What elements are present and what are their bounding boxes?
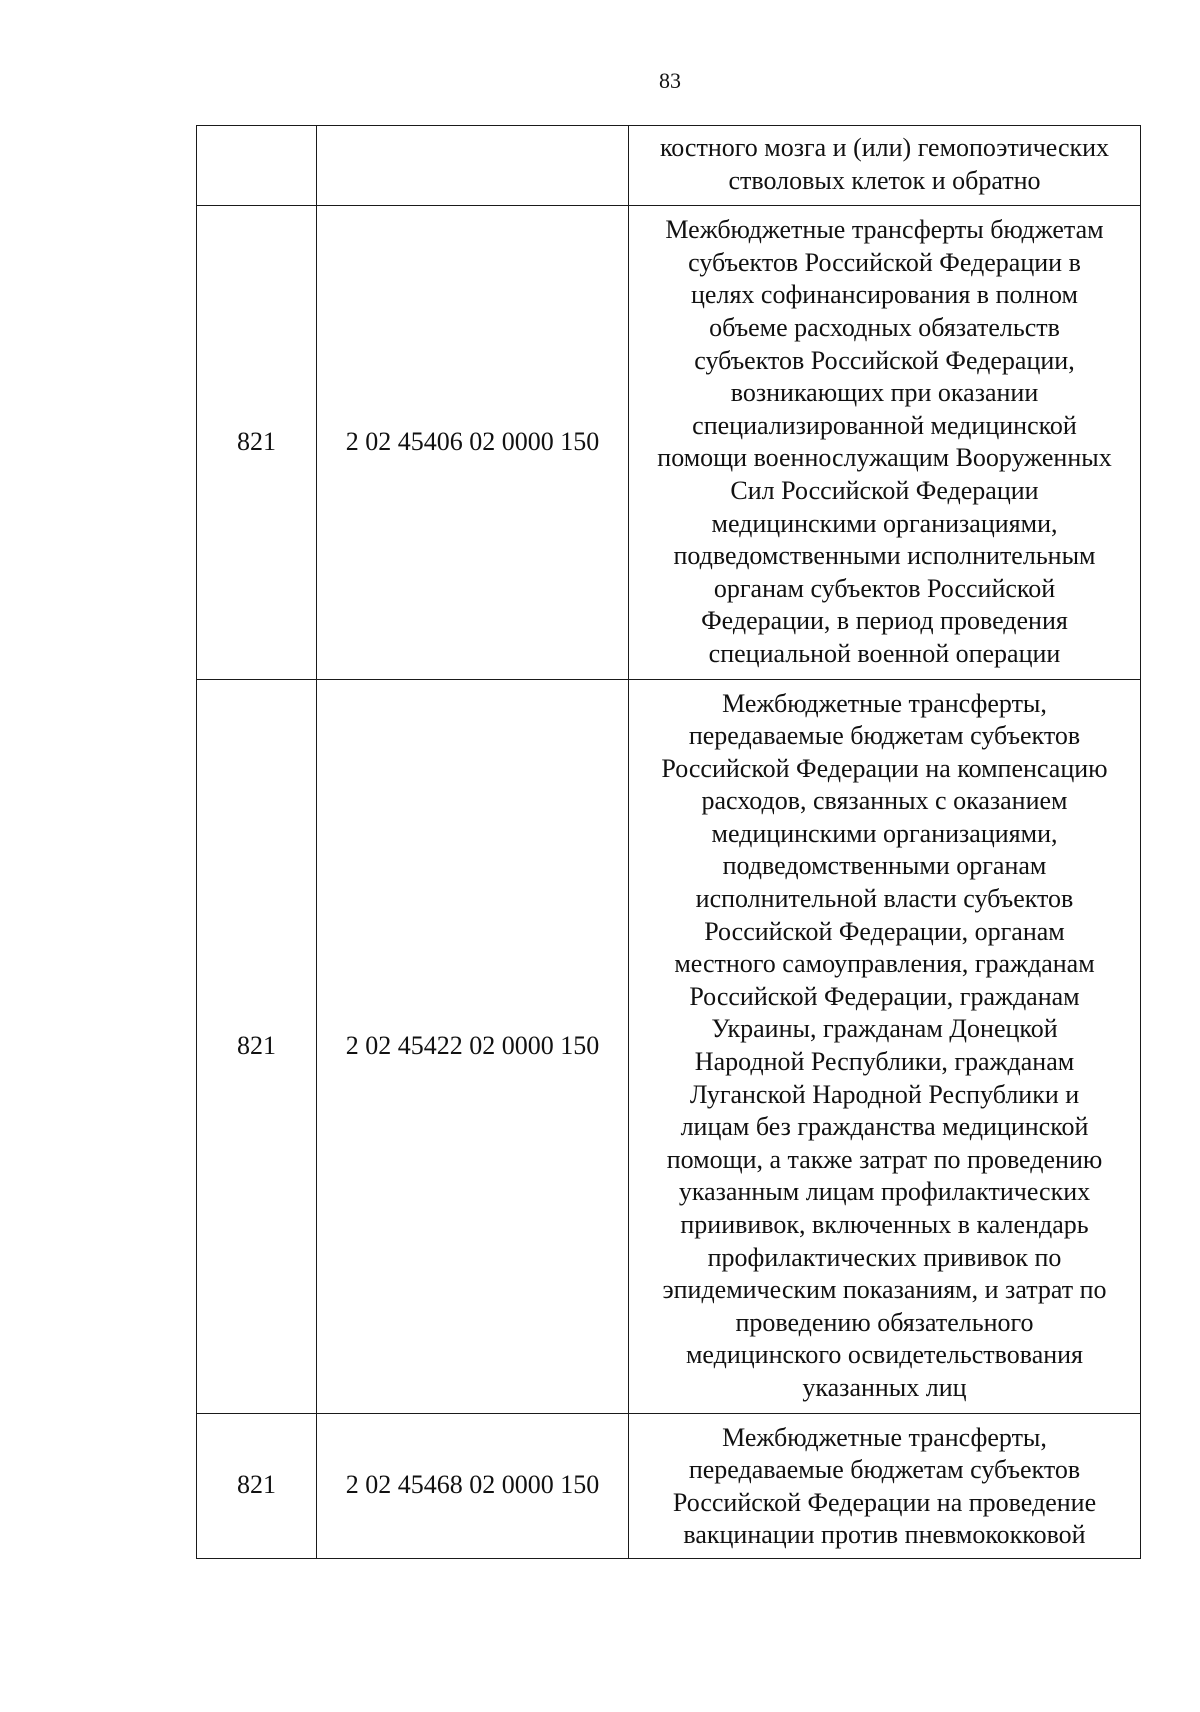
budget-codes-table bbox=[196, 125, 1141, 1559]
income-code-cell bbox=[317, 126, 629, 206]
income-code-cell: 2 02 45406 02 0000 150 bbox=[317, 206, 629, 679]
table-row bbox=[197, 206, 1141, 679]
income-code-cell: 2 02 45468 02 0000 150 bbox=[317, 1413, 629, 1558]
table-row bbox=[197, 679, 1141, 1413]
description-cell: Межбюджетные трансферты бюджетам субъектов Российской Федерации в целях софинансирования в полном объеме расходных обязательств субъектов Российской Федерации, возникающих при оказании специализированной медицинской помощи военнослужащим Вооруженных Сил Российской Федерации медицинскими организациями, подведомственными исполнительным органам субъектов Российской Федерации, в период проведения специальной военной операции bbox=[629, 206, 1141, 679]
description-cell: Межбюджетные трансферты, передаваемые бюджетам субъектов Российской Федерации на проведение вакцинации против пневмококковой bbox=[629, 1413, 1141, 1558]
income-code-cell: 2 02 45422 02 0000 150 bbox=[317, 679, 629, 1413]
table-row bbox=[197, 1413, 1141, 1558]
page-number: 83 bbox=[659, 68, 681, 93]
admin-code-cell: 821 bbox=[197, 1413, 317, 1558]
admin-code-cell: 821 bbox=[197, 206, 317, 679]
description-cell: костного мозга и (или) гемопоэтических стволовых клеток и обратно bbox=[629, 126, 1141, 206]
admin-code-cell bbox=[197, 126, 317, 206]
description-cell: Межбюджетные трансферты, передаваемые бюджетам субъектов Российской Федерации на компенсацию расходов, связанных с оказанием медицинскими организациями, подведомственными органам исполнительной власти субъектов Российской Федерации, органам местного самоуправления, гражданам Российской Федерации, гражданам Украины, гражданам Донецкой Народной Республики, гражданам Луганской Народной Республики и лицам без гражданства медицинской помощи, а также затрат по проведению указанным лицам профилактических приививок, включенных в календарь профилактических прививок по эпидемическим показаниям, и затрат по проведению обязательного медицинского освидетельствования указанных лиц bbox=[629, 679, 1141, 1413]
admin-code-cell: 821 bbox=[197, 679, 317, 1413]
table-row bbox=[197, 126, 1141, 206]
